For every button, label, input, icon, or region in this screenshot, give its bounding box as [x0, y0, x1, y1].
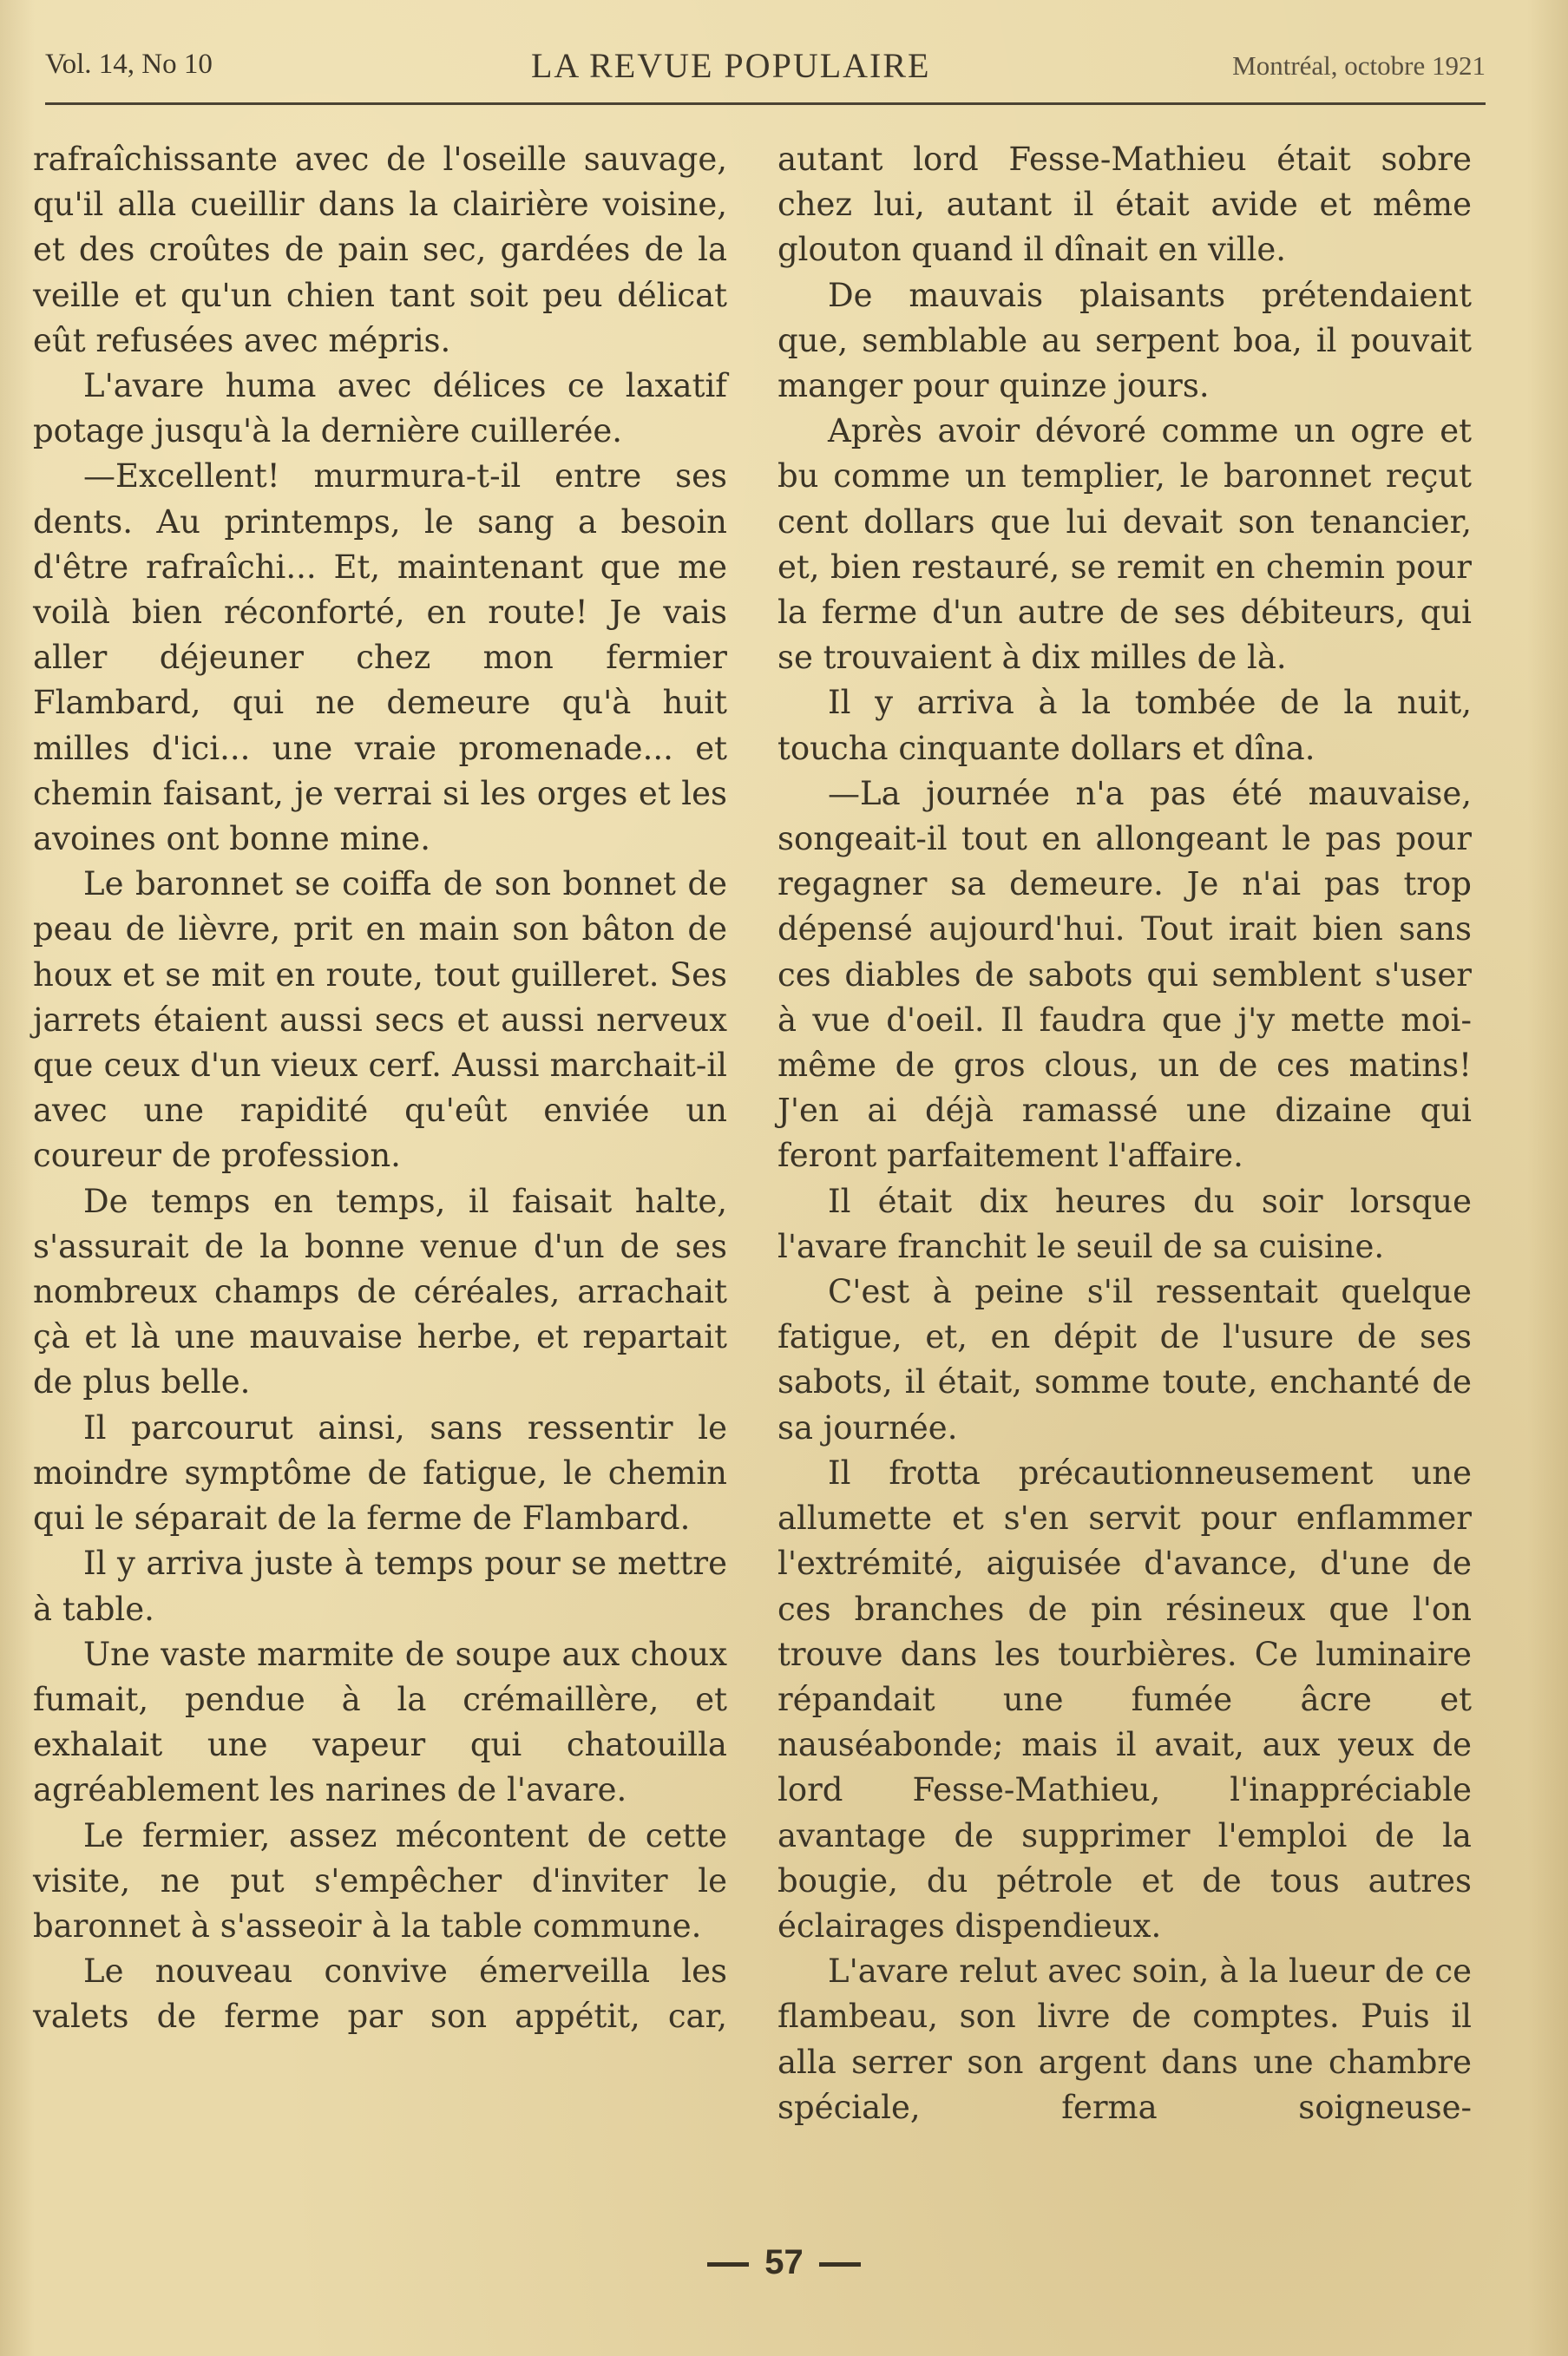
header-rule — [45, 102, 1486, 105]
right-column — [777, 137, 1472, 2130]
paragraph: Il y arriva juste à temps pour se mettre à table. — [33, 1545, 727, 1628]
paragraph: —La journée n'a pas été mauvaise, songeait-il tout en allongeant le pas pour regagner sa demeure. Je n'ai pas trop dépensé aujourd'hui. Tout irait bien sans ces diables de sabots qui semblent s'user à vue d'oeil. Il faudra que j'y mette moi-même de gros clous, un de ces matins! J'en ai déjà ramassé une dizaine qui feront parfaitement l'affaire. — [777, 774, 1472, 1175]
volume-number: Vol. 14, No 10 — [45, 49, 213, 80]
paragraph: L'avare relut avec soin, à la lueur de ce flambeau, son livre de comptes. Puis il alla serrer son argent dans une chambre spéciale, ferma soigneuse- — [777, 1952, 1472, 2126]
paragraph: De temps en temps, il faisait halte, s'assurait de la bonne venue d'un de ses nombreux champs de céréales, arrachait çà et là une mauvaise herbe, et repartait de plus belle. — [33, 1182, 727, 1401]
left-column — [33, 137, 727, 2040]
paragraph: Il frotta précautionneusement une allumette et s'en servit pour enflammer l'extrémité, aiguisée d'avance, d'une de ces branches de pin résineux que l'on trouve dans les tourbières. Ce luminaire répandait une fumée âcre et nauséabonde; mais il avait, aux yeux de lord Fesse-Mathieu, l'inappréciable avantage de supprimer l'emploi de la bougie, du pétrole et de tous autres éclairages dispendieux. — [777, 1454, 1472, 1945]
paragraph: Il était dix heures du soir lorsque l'avare franchit le seuil de sa cuisine. — [777, 1182, 1472, 1265]
paragraph: —Excellent! murmura-t-il entre ses dents. Au printemps, le sang a besoin d'être rafraîchi... Et, maintenant que me voilà bien réconforté, en route! Je vais aller déjeuner chez mon fermier Flambard, qui ne demeure qu'à huit milles d'ici... une vraie promenade... et chemin faisant, je verrai si les orges et les avoines ont bonne mine. — [33, 457, 727, 858]
paragraph: rafraîchissante avec de l'oseille sauvage, qu'il alla cueillir dans la clairière voisine, et des croûtes de pain sec, gardées de la veille et qu'un chien tant soit peu délicat eût refusées avec mépris. — [33, 141, 727, 359]
paragraph: C'est à peine s'il ressentait quelque fatigue, et, en dépit de l'usure de ses sabots, il était, somme toute, enchanté de sa journée. — [777, 1273, 1472, 1447]
paragraph: autant lord Fesse-Mathieu était sobre chez lui, autant il était avide et même glouton quand il dînait en ville. — [777, 141, 1472, 269]
paragraph: Le nouveau convive émerveilla les valets de ferme par son appétit, car, — [33, 1952, 727, 2036]
paragraph: L'avare huma avec délices ce laxatif potage jusqu'à la dernière cuillerée. — [33, 367, 727, 450]
paragraph: Le baronnet se coiffa de son bonnet de peau de lièvre, prit en main son bâton de houx et se mit en route, tout guilleret. Ses jarrets étaient aussi secs et aussi nerveux que ceux d'un vieux cerf. Aussi marchait-il avec une rapidité qu'eût enviée un coureur de profession. — [33, 865, 727, 1175]
paragraph: De mauvais plaisants prétendaient que, semblable au serpent boa, il pouvait manger pour quinze jours. — [777, 276, 1472, 405]
page-number-value: 57 — [764, 2243, 804, 2281]
paragraph: Le fermier, assez mécontent de cette visite, ne put s'empêcher d'inviter le baronnet à s'asseoir à la table commune. — [33, 1816, 727, 1945]
paragraph: Il parcourut ainsi, sans ressentir le moindre symptôme de fatigue, le chemin qui le séparait de la ferme de Flambard. — [33, 1408, 727, 1538]
page-number — [0, 2243, 1568, 2282]
folio-dash-left — [707, 2262, 749, 2267]
folio-dash-right — [819, 2262, 861, 2267]
running-header — [45, 45, 1486, 89]
magazine-title: LA REVUE POPULAIRE — [531, 46, 931, 85]
issue-date: Montréal, octobre 1921 — [1232, 50, 1486, 81]
paragraph: Une vaste marmite de soupe aux choux fumait, pendue à la crémaillère, et exhalait une vapeur qui chatouilla agréablement les narines de l'avare. — [33, 1635, 727, 1809]
paragraph: Après avoir dévoré comme un ogre et bu comme un templier, le baronnet reçut cent dollars que lui devait son tenancier, et, bien restauré, se remit en chemin pour la ferme d'un autre de ses débiteurs, qui se trouvaient à dix milles de là. — [777, 412, 1472, 677]
paragraph: Il y arriva à la tombée de la nuit, toucha cinquante dollars et dîna. — [777, 684, 1472, 767]
